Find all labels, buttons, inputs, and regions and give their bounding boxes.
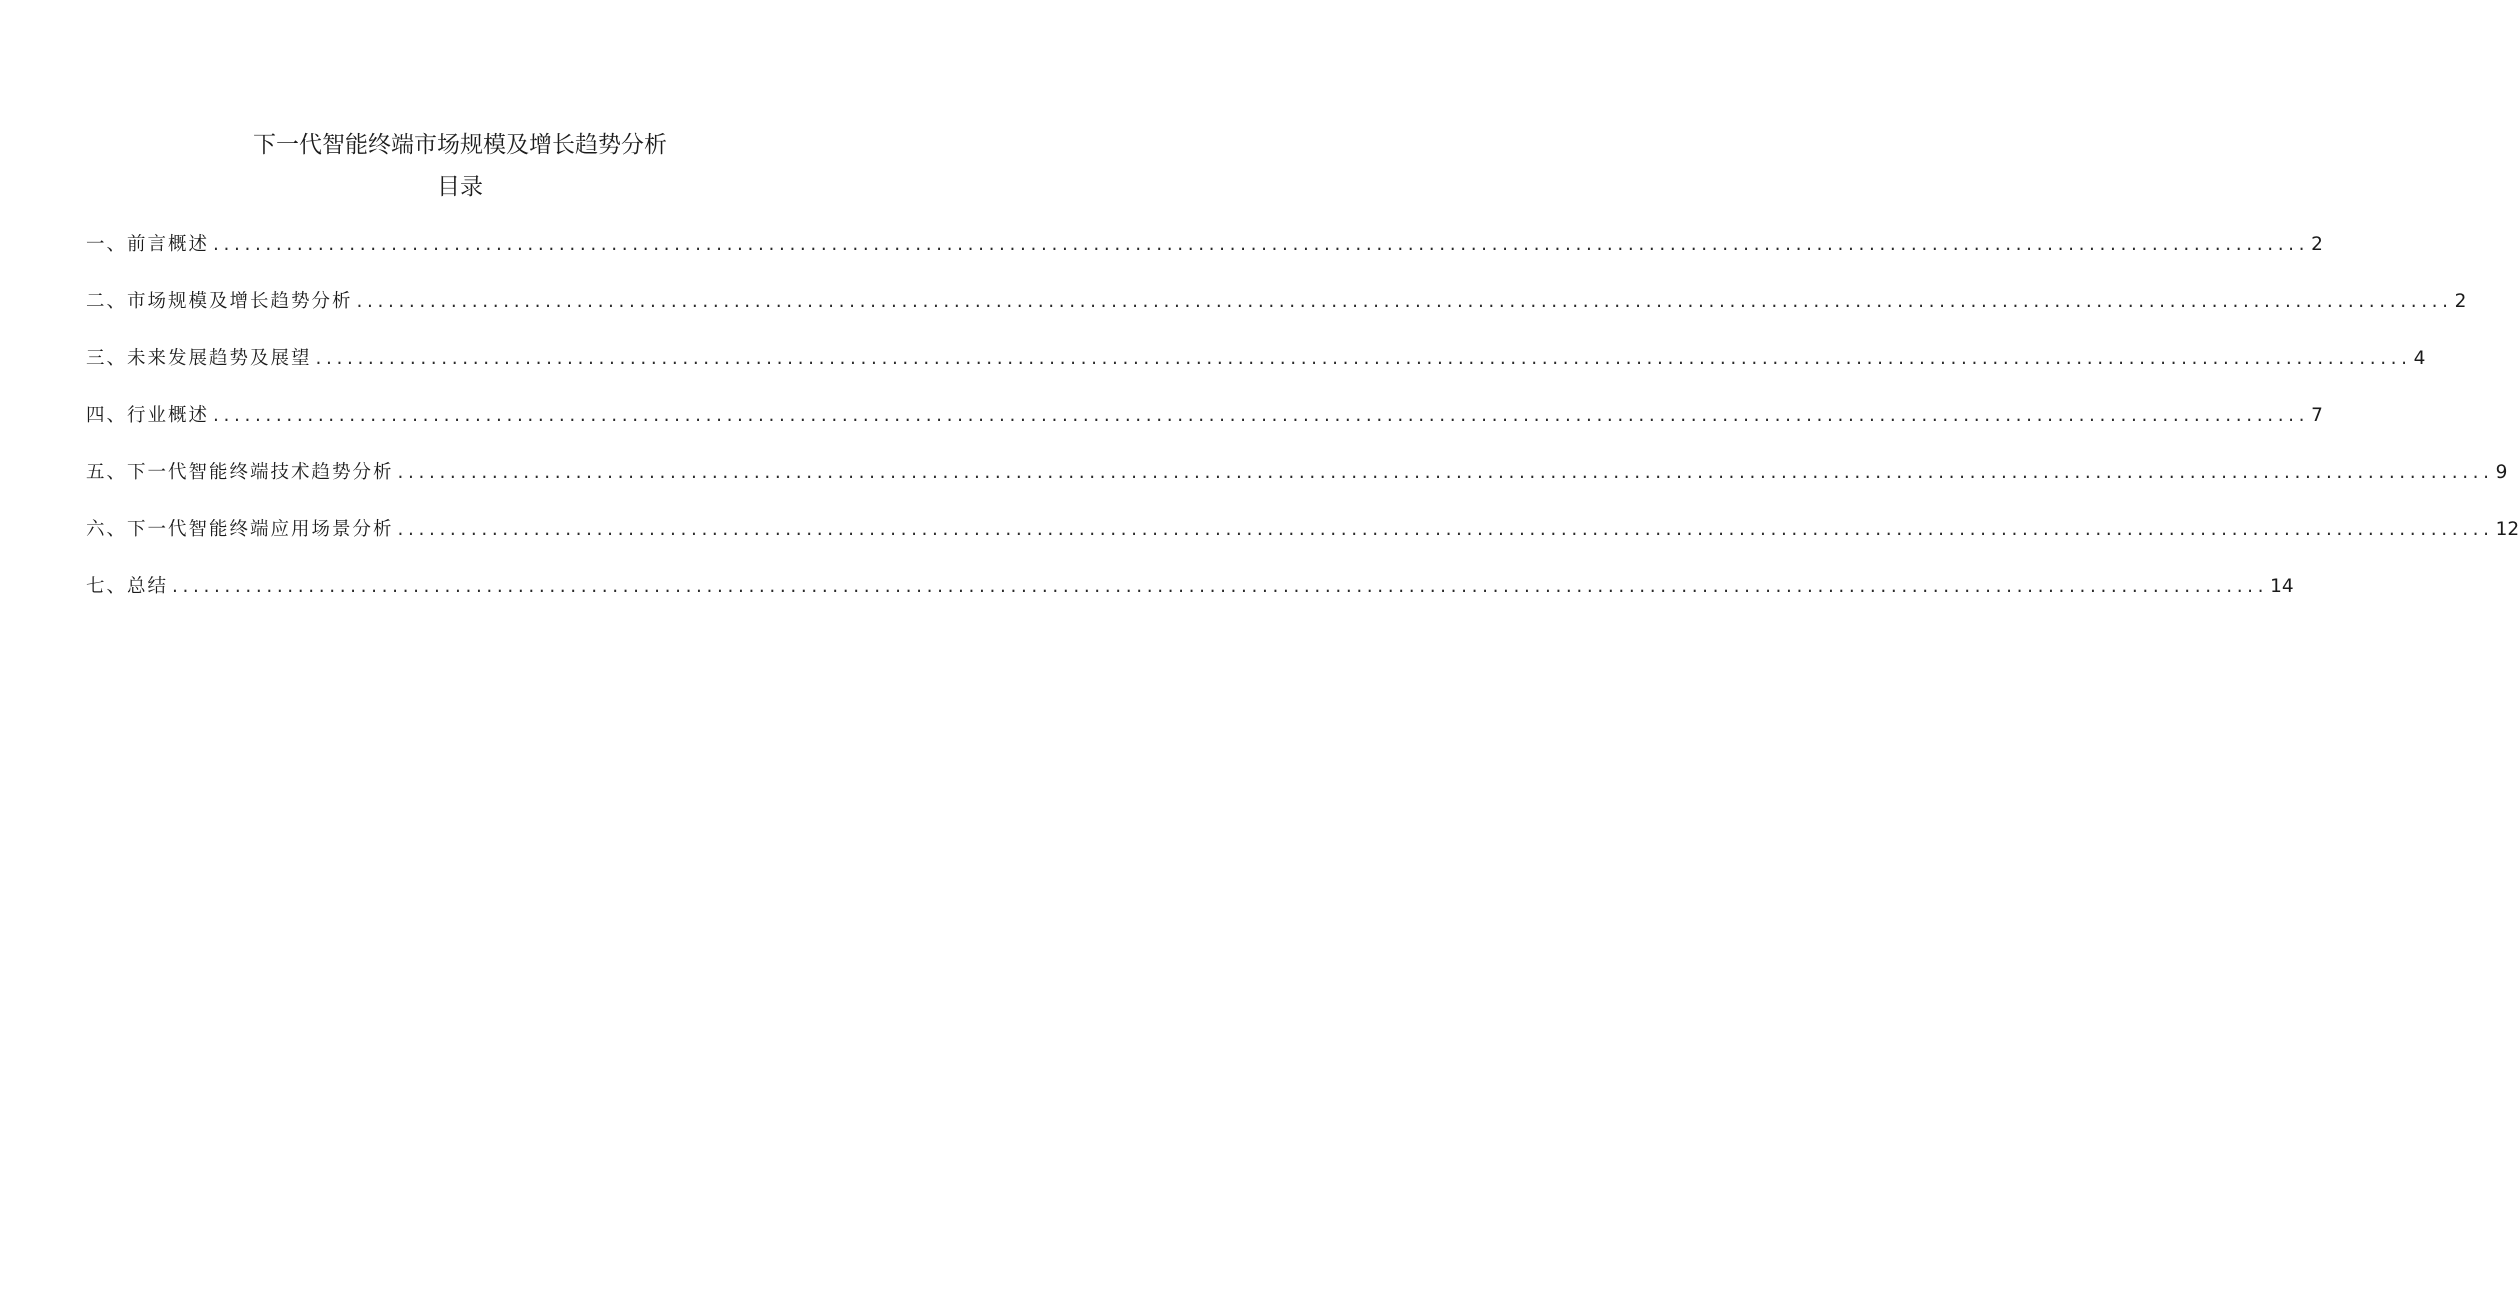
toc-heading: 目录	[437, 174, 483, 200]
toc-page-number: 7	[2311, 405, 2323, 426]
toc-entry-tech-trends[interactable]	[86, 456, 2508, 513]
toc-entry-label: 四、行业概述	[86, 405, 210, 426]
toc-entry-preface[interactable]	[86, 228, 2323, 285]
table-of-contents	[86, 228, 2519, 627]
toc-entry-market-size[interactable]	[86, 285, 2467, 342]
toc-page-number: 9	[2495, 462, 2508, 483]
toc-page-number: 12	[2495, 519, 2519, 540]
toc-dot-leader: ........................................................................................................................................................................................................	[315, 348, 2412, 369]
toc-page-number: 4	[2413, 348, 2426, 369]
toc-entry-application-scenarios[interactable]	[86, 513, 2519, 570]
toc-dot-leader: ........................................................................................................................................................................................................	[213, 405, 2310, 426]
toc-entry-label: 三、未来发展趋势及展望	[86, 348, 312, 369]
toc-entry-future-trends[interactable]	[86, 342, 2426, 399]
toc-entry-label: 六、下一代智能终端应用场景分析	[86, 519, 394, 540]
toc-page-number: 2	[2454, 291, 2467, 312]
toc-entry-summary[interactable]	[86, 570, 2294, 627]
toc-entry-label: 七、总结	[86, 576, 169, 597]
toc-dot-leader: ........................................................................................................................................................................................................	[397, 462, 2494, 483]
toc-entry-label: 五、下一代智能终端技术趋势分析	[86, 462, 394, 483]
toc-page-number: 2	[2311, 234, 2323, 255]
toc-dot-leader: ........................................................................................................................................................................................................	[397, 519, 2494, 540]
toc-dot-leader: ........................................................................................................................................................................................................	[172, 576, 2269, 597]
toc-entry-industry-overview[interactable]	[86, 399, 2323, 456]
toc-dot-leader: ........................................................................................................................................................................................................	[213, 234, 2310, 255]
document-title: 下一代智能终端市场规模及增长趋势分析	[253, 132, 667, 158]
toc-entry-label: 一、前言概述	[86, 234, 210, 255]
toc-entry-label: 二、市场规模及增长趋势分析	[86, 291, 353, 312]
toc-page-number: 14	[2270, 576, 2294, 597]
toc-dot-leader: ........................................................................................................................................................................................................	[356, 291, 2453, 312]
